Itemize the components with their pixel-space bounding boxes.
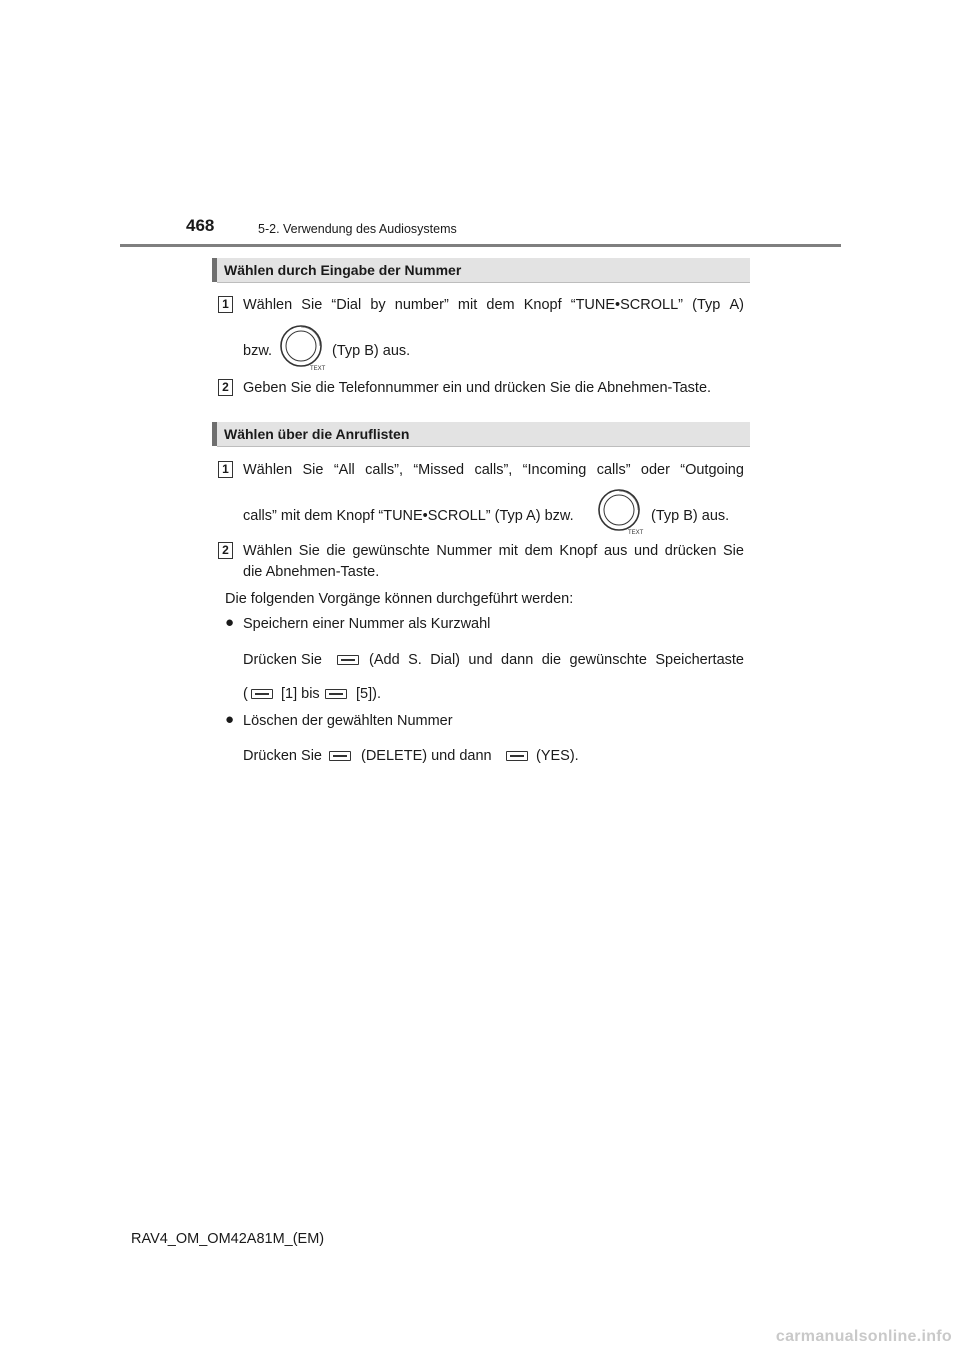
word: gewünschte <box>352 543 430 559</box>
word: Sie <box>298 543 320 559</box>
word: mit <box>498 543 518 559</box>
section-heading-call-lists <box>212 422 750 446</box>
bullet-title: Speichern einer Nummer als Kurzwahl <box>243 616 491 632</box>
word: Knopf <box>559 543 598 559</box>
step-text-line: (Typ B) aus. <box>332 343 411 359</box>
word: “Missed <box>413 462 465 478</box>
word: “Dial <box>331 297 362 313</box>
word: number” <box>394 297 449 313</box>
word: Sie <box>301 297 323 313</box>
step-number-badge: 1 <box>218 461 233 478</box>
instruction-text: (DELETE) und dann <box>361 748 492 764</box>
tune-knob-icon <box>597 488 645 536</box>
step-text-line: (Typ B) aus. <box>651 508 730 524</box>
instruction-text: ( <box>243 686 248 702</box>
watermark: carmanualsonline.info <box>775 1328 952 1345</box>
section-heading-text: Wählen durch Eingabe der Nummer <box>224 262 462 278</box>
step-text-line <box>243 542 744 560</box>
word: calls”, <box>365 462 403 478</box>
step-text-line: bzw. <box>243 343 273 359</box>
screen-button-icon <box>325 689 347 699</box>
tune-knob-icon <box>279 324 327 372</box>
screen-button-icon <box>329 751 351 761</box>
step-text-line: calls” mit dem Knopf “TUNE•SCROLL” (Typ A) bzw. <box>243 508 574 524</box>
word: A) <box>729 297 744 313</box>
word: (Add <box>369 652 400 668</box>
step-text-line: die Abnehmen-Taste. <box>243 564 380 580</box>
bullet-title: Löschen der gewählten Nummer <box>243 713 453 729</box>
word: dem <box>486 297 515 313</box>
word: oder <box>640 462 670 478</box>
word: “Outgoing <box>680 462 744 478</box>
word: “All <box>333 462 355 478</box>
word: dann <box>501 652 534 668</box>
step-text-line: Geben Sie die Telefonnummer ein und drücken Sie die Abnehmen-Taste. <box>243 380 712 396</box>
word: S. <box>408 652 422 668</box>
section-heading-dial-by-number <box>212 258 750 282</box>
heading-underline <box>217 282 750 283</box>
word: dem <box>524 543 553 559</box>
word: mit <box>457 297 478 313</box>
heading-underline <box>217 446 750 447</box>
screen-button-icon <box>337 655 359 665</box>
word: die <box>326 543 346 559</box>
word: “Incoming <box>522 462 587 478</box>
word: gewünschte <box>569 652 647 668</box>
operations-intro: Die folgenden Vorgänge können durchgeführt werden: <box>225 591 574 607</box>
instruction-text: [1] bis <box>281 686 320 702</box>
word: Dial) <box>430 652 460 668</box>
step-number-badge: 2 <box>218 542 233 559</box>
knob-label: TEXT <box>628 530 644 536</box>
word: und <box>633 543 659 559</box>
page-number: 468 <box>186 216 215 235</box>
word: Sie <box>723 543 744 559</box>
instruction-text: Drücken Sie <box>243 748 322 764</box>
word: Nummer <box>436 543 492 559</box>
step-text-line <box>243 461 744 479</box>
word: und <box>468 652 493 668</box>
word: Wählen <box>243 543 293 559</box>
instruction-text: Drücken Sie <box>243 652 322 668</box>
chapter-title: 5-2. Verwendung des Audiosystems <box>258 222 457 236</box>
section-heading-text: Wählen über die Anruflisten <box>224 426 410 442</box>
step-number-badge: 1 <box>218 296 233 313</box>
word: Wählen <box>243 297 293 313</box>
document-code: RAV4_OM_OM42A81M_(EM) <box>131 1231 325 1247</box>
word: “TUNE•SCROLL” <box>570 297 683 313</box>
bullet-icon: ● <box>225 711 235 728</box>
word: Wählen <box>243 462 293 478</box>
step-number-badge: 2 <box>218 379 233 396</box>
step-text-line <box>243 296 744 314</box>
word: Speichertaste <box>655 652 744 668</box>
word: Sie <box>302 462 324 478</box>
bullet-icon: ● <box>225 614 235 631</box>
screen-button-icon <box>251 689 273 699</box>
screen-button-icon <box>506 751 528 761</box>
word: aus <box>603 543 628 559</box>
header-divider <box>120 244 841 247</box>
knob-label: TEXT <box>310 366 326 372</box>
instruction-text <box>369 651 744 669</box>
instruction-text: (YES). <box>536 748 579 764</box>
word: drücken <box>664 543 717 559</box>
word: Knopf <box>523 297 562 313</box>
word: calls”, <box>474 462 513 478</box>
word: by <box>370 297 386 313</box>
instruction-text: [5]). <box>356 686 381 702</box>
word: (Typ <box>692 297 721 313</box>
word: die <box>541 652 562 668</box>
word: calls” <box>596 462 631 478</box>
